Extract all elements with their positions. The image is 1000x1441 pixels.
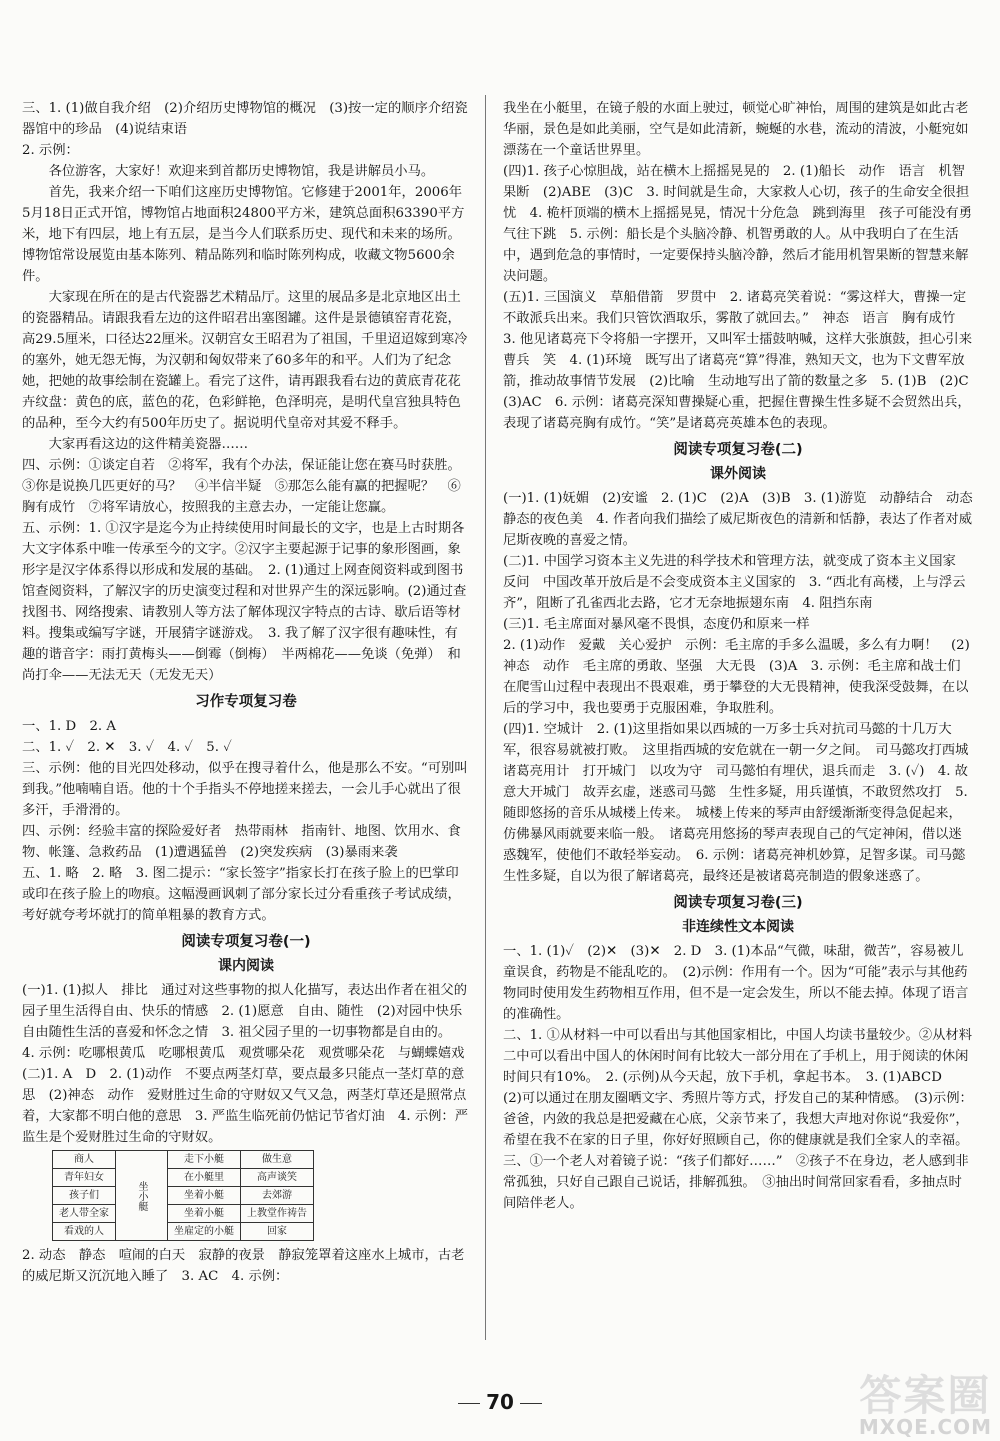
- table-cell: 坐雇定的小艇: [168, 1223, 241, 1241]
- answer-paragraph: 大家现在所在的是古代瓷器艺术精品厅。这里的展品多是北京地区出土的瓷器精品。请跟我看左边的这件昭君出塞图罐。这件是景德镇窑青花瓷，高29.5厘米，口径达22厘米。汉朝宫女王昭君为了祖国，千里迢迢嫁到寒冷的塞外，她无怨无悔，为汉朝和匈奴带来了60多年的和平。人们为了纪念她，把她的故事绘制在瓷罐上。看完了这件，请再跟我看右边的黄底青花花卉纹盘：黄色的底，蓝色的花，色彩鲜艳，色泽明亮，是明代皇宫独具特色的品种，至今大约有500年历史了。据说明代皇帝对其爱不释手。: [22, 290, 468, 431]
- answer-paragraph: (四)1. 空城计 2. (1)这里指如果以西城的一万多士兵对抗司马懿的十几万大军，很容易就被打败。 这里指西城的安危就在一朝一夕之间。 司马懿攻打西城 诸葛亮用计 打开城门 以攻为守 司马懿怕有埋伏，退兵而走 3. (✓) 4. 故意大开城门 故弄玄虚，迷惑司马懿 生性多疑，用兵谨慎，不敢贸然攻打 5. 随即悠扬的音乐从城楼上传来。 城楼上传来的琴声由舒缓渐渐变得急促起来，仿佛暴风雨就要来临一般。 诸葛亮用悠扬的琴声表现自己的气定神闲，借以迷惑魏军，使他们不敢轻举妄动。 6. 示例：诸葛亮神机妙算，足智多谋。司马懿生性多疑，自以为很了解诸葛亮，最终还是被诸葛亮制造的假象迷惑了。: [503, 722, 982, 884]
- table-row: [53, 1169, 314, 1187]
- table-cell: 坐着小艇: [168, 1205, 241, 1223]
- table-cell: 青年妇女: [53, 1169, 116, 1187]
- table-cell: 去郊游: [241, 1187, 314, 1205]
- table-cell: 走下小艇: [168, 1151, 241, 1169]
- answer-paragraph: 四、示例：①谈定自若 ②将军，我有个办法，保证能让您在赛马时获胜。③你是说换几匹更好的马？ ④半信半疑 ⑤那怎么能有赢的把握呢？ ⑥胸有成竹 ⑦将军请放心，按照我的主意去办，一定能让您赢。: [22, 458, 461, 515]
- answer-paragraph: 我坐在小艇里，在镜子般的水面上驶过，顿觉心旷神怡，周围的建筑是如此古老华丽，景色是如此美丽，空气是如此清新，蜿蜒的水巷，流动的清波，小艇宛如漂荡在一个童话世界里。: [503, 101, 969, 158]
- section-subheading: 课外阅读: [710, 466, 766, 482]
- table-cell: 上教堂作祷告: [241, 1205, 314, 1223]
- answer-paragraph: 二、1. ✓ 2. ✕ 3. ✓ 4. ✓ 5. ✓: [22, 740, 232, 755]
- page-number: 70: [0, 1390, 1000, 1414]
- table-cell: 坐小艇: [116, 1151, 168, 1241]
- answer-paragraph: 五、1. 略 2. 略 3. 图二提示：“家长签字”指家长打在孩子脸上的巴掌印或印在孩子脸上的吻痕。这幅漫画讽刺了部分家长过分看重孩子考试成绩，考好就夸考坏就打的简单粗暴的教育方式。: [22, 866, 461, 923]
- answer-paragraph: 四、示例：经验丰富的探险爱好者 热带雨林 指南针、地图、饮用水、食物、帐篷、急救药品 (1)遭遇猛兽 (2)突发疾病 (3)暴雨来袭: [22, 824, 461, 860]
- answer-paragraph: 2. (1)动作 爱戴 关心爱护 示例：毛主席的手多么温暖，多么有力啊！ (2)神态 动作 毛主席的勇敢、坚强 大无畏 (3)A 3. 示例：毛主席和战士们在爬雪山过程中表现出不畏艰难，勇于攀登的大无畏精神，使我深受鼓舞，在以后的学习中，我也要勇于克服困难，争取胜利。: [503, 638, 970, 716]
- section-heading: 习作专项复习卷: [195, 694, 297, 710]
- answer-paragraph: 一、1. D 2. A: [22, 719, 116, 734]
- section-subheading: 课内阅读: [218, 958, 274, 974]
- table-cell: 老人带全家: [53, 1205, 116, 1223]
- answer-paragraph: (三)1. 毛主席面对暴风毫不畏惧，态度仍和原来一样: [503, 617, 810, 632]
- section-heading: 阅读专项复习卷(一): [181, 934, 311, 950]
- column-divider: [485, 95, 486, 1340]
- table-cell: 坐着小艇: [168, 1187, 241, 1205]
- answer-paragraph: 2. 示例：: [22, 143, 79, 158]
- answer-paragraph: (四)1. 孩子心惊胆战，站在横木上摇摇晃晃的 2. (1)船长 动作 语言 机智果断 (2)ABE (3)C 3. 时间就是生命，大家救人心切，孩子的生命安全很担忧 4. 桅杆顶端的横木上摇摇晃晃，情况十分危急 跳到海里 孩子可能没有勇气往下跳 5. 示例：船长是个头脑冷静、机智勇敢的人。从中我明白了在生活中，遇到危急的事情时，一定要保持头脑冷静，然后才能用机智果断的智慧来解决问题。: [503, 164, 973, 284]
- answer-paragraph: 一、1. (1)✓ (2)✕ (3)✕ 2. D 3. (1)本品“气微，味甜，微苦”，容易被儿童误食，药物是不能乱吃的。 (2)示例：作用有一个。因为“可能”表示与其他药物同时使用发生药物相互作用，但不是一定会发生，所以不能去掉。体现了语言的准确性。: [503, 944, 969, 1022]
- table-cell: 回家: [241, 1223, 314, 1241]
- table-row: [53, 1187, 314, 1205]
- table-cell: 孩子们: [53, 1187, 116, 1205]
- answer-paragraph: 二、1. ①从材料一中可以看出与其他国家相比，中国人均读书量较少。②从材料二中可以看出中国人的休闲时间有比较大一部分用在了手机上，用于阅读的休闲时间只有10%。 2. (示例)从今天起，放下手机，拿起书本。 3. (1)ABCD (2)可以通过在朋友圈晒文字、秀照片等方式，抒发自己的某种情感。 (3)示例：爸爸，内敛的我总是把爱藏在心底，父亲节来了，我想大声地对你说“我爱你”，希望在我不在家的日子里，你好好照顾自己，你的健康就是我们全家人的幸福。: [503, 1028, 973, 1148]
- table-cell: 在小艇里: [168, 1169, 241, 1187]
- answer-paragraph: 大家再看这边的这件精美瓷器……: [48, 437, 249, 452]
- watermark-title: 答案圈: [859, 1371, 992, 1420]
- table-row: [53, 1151, 314, 1169]
- answer-paragraph: 各位游客，大家好！欢迎来到首都历史博物馆，我是讲解员小马。: [48, 164, 435, 179]
- section-heading: 阅读专项复习卷(二): [673, 442, 803, 458]
- table-cell: 看戏的人: [53, 1223, 116, 1241]
- table-row: [53, 1205, 314, 1223]
- boat-table: [52, 1150, 314, 1241]
- answer-paragraph: (一)1. (1)妩媚 (2)安谧 2. (1)C (2)A (3)B 3. (1)游览 动静结合 动态 静态的夜色美 4. 作者向我们描绘了威尼斯夜色的清新和恬静，表达了作者对威尼斯夜晚的喜爱之情。: [503, 491, 986, 548]
- table-cell: 商人: [53, 1151, 116, 1169]
- answer-paragraph: (二)1. A D 2. (1)动作 不要点两茎灯草，要点最多只能点一茎灯草的意思 (2)神态 动作 爱财胜过生命的守财奴又气又急，两茎灯草还是照常点着，大家都不明白他的意思 3. 严监生临死前仍惦记节省灯油 4. 示例：严监生是个爱财胜过生命的守财奴。: [22, 1067, 469, 1145]
- answer-paragraph: 三、①一个老人对着镜子说：“孩子们都好……” ②孩子不在身边，老人感到非常孤独，只好自己跟自己说话，排解孤独。 ③抽出时间常回家看看，多抽点时间陪伴老人。: [503, 1154, 969, 1211]
- table-cell: 做生意: [241, 1151, 314, 1169]
- section-heading: 阅读专项复习卷(三): [673, 895, 803, 911]
- answer-paragraph: 首先，我来介绍一下咱们这座历史博物馆。它修建于2001年，2006年5月18日正式开馆，博物馆占地面积24800平方米，建筑总面积63390平方米，地下有四层，地上有五层，是当今人们联系历史、现代和未来的场所。博物馆常设展览由基本陈列、精品陈列和临时陈列构成，收藏文物5600余件。: [22, 185, 465, 284]
- answer-paragraph: 三、1. (1)做自我介绍 (2)介绍历史博物馆的概况 (3)按一定的顺序介绍瓷器馆中的珍品 (4)说结束语: [22, 101, 468, 137]
- table-row: [53, 1223, 314, 1241]
- table-cell: 高声谈笑: [241, 1169, 314, 1187]
- answer-paragraph: 三、示例：他的目光四处移动，似乎在搜寻着什么，他是那么不安。“可别叫到我。”他喃喃自语。他的十个手指头不停地搓来搓去，一会儿手心就出了很多汗，手滑滑的。: [22, 761, 468, 818]
- right-column: [503, 98, 986, 1214]
- answer-paragraph: 2. 动态 静态 喧闹的白天 寂静的夜景 静寂笼罩着这座水上城市，古老的威尼斯又沉沉地入睡了 3. AC 4. 示例：: [22, 1248, 465, 1284]
- watermark-logo: [858, 1371, 992, 1439]
- left-column: [22, 98, 470, 1287]
- answer-paragraph: (一)1. (1)拟人 排比 通过对这些事物的拟人化描写，表达出作者在祖父的园子里生活得自由、快乐的情感 2. (1)愿意 自由、随性 (2)对园中快乐自由随性生活的喜爱和怀念之情 3. 祖父园子里的一切事物都是自由的。 4. 示例：吃哪根黄瓜 吃哪根黄瓜 观赏哪朵花 观赏哪朵花 与蝴蝶嬉戏: [22, 983, 468, 1061]
- answer-paragraph: (五)1. 三国演义 草船借箭 罗贯中 2. 诸葛亮笑着说：“雾这样大，曹操一定不敢派兵出来。我们只管饮酒取乐，雾散了就回去。” 神态 语言 胸有成竹 3. 他见诸葛亮下令将船一字摆开，又叫军士擂鼓呐喊，这样大张旗鼓，担心引来曹兵 笑 4. (1)环境 既写出了诸葛亮“算”得准，熟知天文，也为下文曹军放箭，推动故事情节发展 (2)比喻 生动地写出了箭的数量之多 5. (1)B (2)C (3)AC 6. 示例：诸葛亮深知曹操疑心重，把握住曹操生性多疑不会贸然出兵，表现了诸葛亮胸有成竹。“笑”是诸葛亮英雄本色的表现。: [503, 290, 982, 431]
- answer-paragraph: 五、示例：1. ①汉字是迄今为止持续使用时间最长的文字，也是上古时期各大文字体系中唯一传承至今的文字。②汉字主要起源于记事的象形图画，象形字是汉字体系得以形成和发展的基础。 2. (1)通过上网查阅资料或到图书馆查阅资料，了解汉字的历史演变过程和对世界产生的深远影响。(2)通过查找图书、网络搜索、请教别人等方法了解体现汉字特点的古诗、歇后语等材料。搜集或编写字谜，开展猜字谜游戏。 3. 我了解了汉字很有趣味性，有趣的谐音字：雨打黄梅头——倒霉（倒梅） 半两棉花——免谈（免弹） 和尚打伞——无法无天（无发无天）: [22, 521, 467, 683]
- watermark-url: MXQE.COM: [858, 1415, 992, 1439]
- answer-paragraph: (二)1. 中国学习资本主义先进的科学技术和管理方法，就变成了资本主义国家 反问 中国改革开放后是不会变成资本主义国家的 3. “西北有高楼，上与浮云齐”，阻断了孔雀西北去路，它才无奈地振翅东南 4. 阻挡东南: [503, 554, 970, 611]
- section-subheading: 非连续性文本阅读: [682, 919, 794, 935]
